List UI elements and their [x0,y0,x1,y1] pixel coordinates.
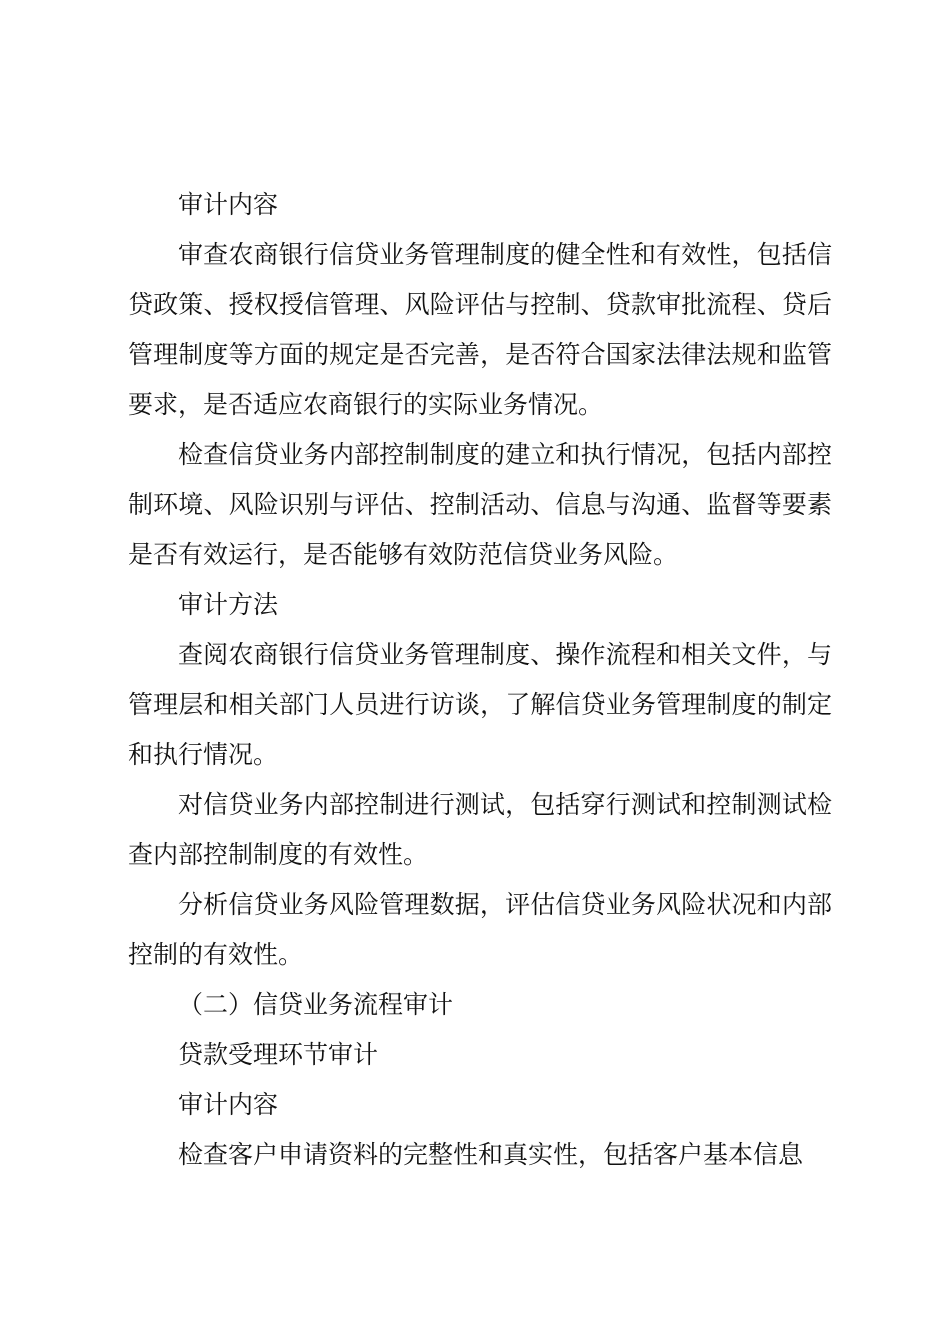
paragraph-management-system-review: 审查农商银行信贷业务管理制度的健全性和有效性，包括信贷政策、授权授信管理、风险评估与控制、贷款审批流程、贷后管理制度等方面的规定是否完善，是否符合国家法律法规和监管要求，是否适应农商银行的实际业务情况。 [128,240,832,419]
paragraph-internal-control-check: 检查信贷业务内部控制制度的建立和执行情况，包括内部控制环境、风险识别与评估、控制活动、信息与沟通、监督等要素是否有效运行，是否能够有效防范信贷业务风险。 [128,440,832,569]
section-heading-credit-process-audit: （二）信贷业务流程审计 [178,990,454,1019]
section-heading-audit-content: 审计内容 [178,190,279,219]
subsection-heading-loan-acceptance: 贷款受理环节审计 [178,1040,379,1069]
paragraph-application-materials-check: 检查客户申请资料的完整性和真实性，包括客户基本信息 [178,1140,804,1169]
section-heading-audit-method: 审计方法 [178,590,279,619]
paragraph-document-review-interviews: 查阅农商银行信贷业务管理制度、操作流程和相关文件，与管理层和相关部门人员进行访谈，了解信贷业务管理制度的制定和执行情况。 [128,640,832,769]
paragraph-control-testing: 对信贷业务内部控制进行测试，包括穿行测试和控制测试检查内部控制制度的有效性。 [128,790,832,869]
paragraph-risk-data-analysis: 分析信贷业务风险管理数据，评估信贷业务风险状况和内部控制的有效性。 [128,890,832,969]
section-heading-audit-content-2: 审计内容 [178,1090,279,1119]
document-body [128,180,832,1180]
